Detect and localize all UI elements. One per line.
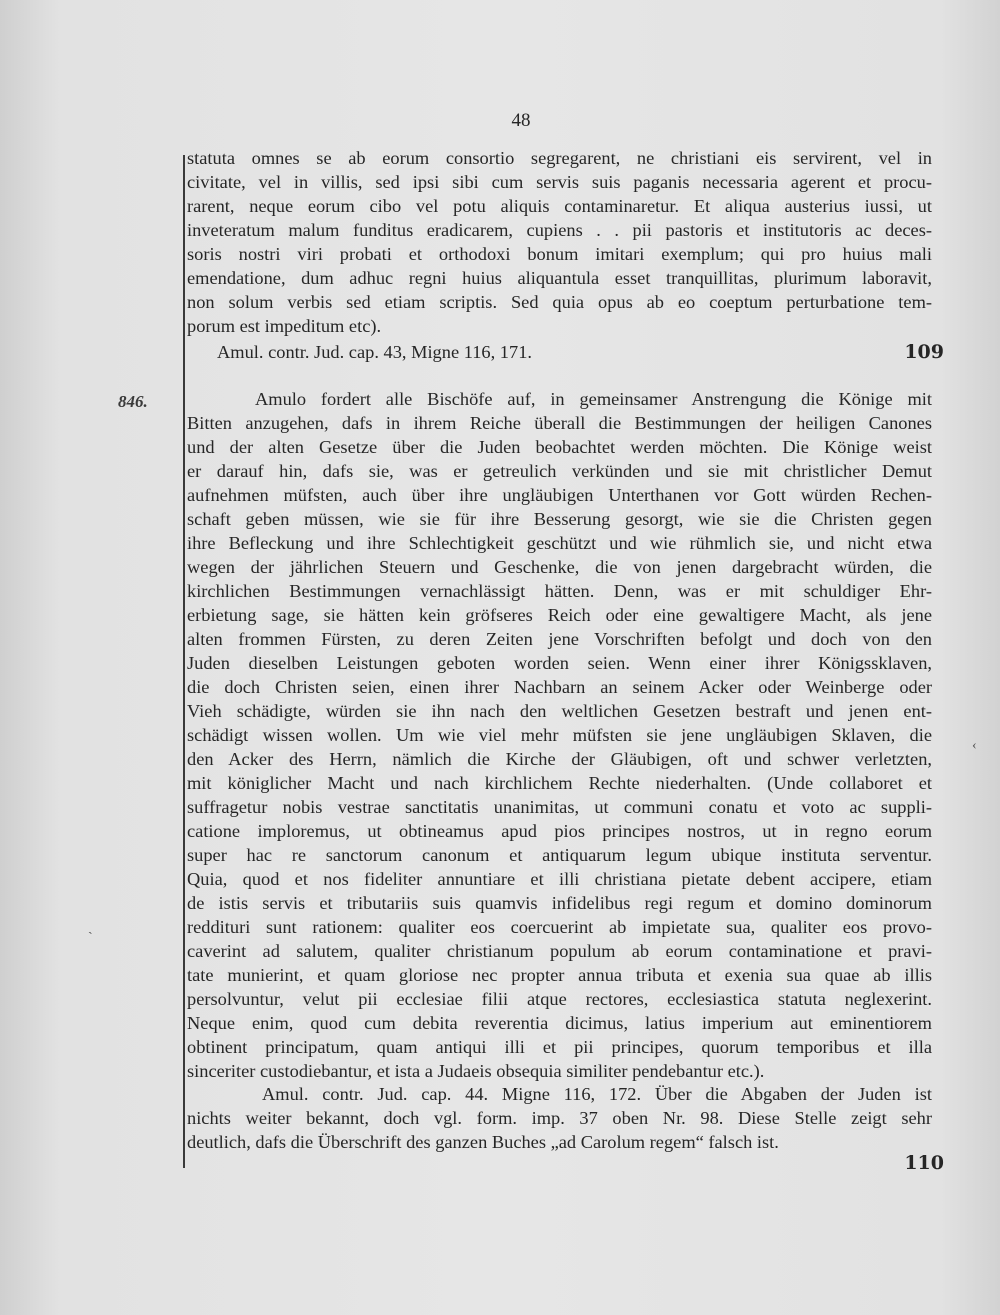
ref-number-109: 109	[904, 341, 944, 363]
text-line: Juden dieselben Leistungen geboten worden seien. Wenn einer ihrer Königssklaven,	[187, 653, 932, 673]
text-line: civitate, vel in villis, sed ipsi sibi cum servis suis paganis necessaria agerent et procu-	[187, 172, 932, 192]
text-line: Bitten anzugehen, dafs in ihrem Reiche überall die Bestimmungen der heiligen Canones	[187, 413, 932, 433]
text-line: porum est impeditum etc).	[187, 316, 382, 336]
text-line: catione imploremus, ut obtineamus apud pios principes nostros, ut in regno eorum	[187, 821, 932, 841]
text-line: statuta omnes se ab eorum consortio segregarent, ne christiani eis servirent, vel in	[187, 148, 932, 168]
margin-year: 846.	[118, 392, 148, 411]
stray-pen-mark: ‹	[972, 738, 977, 753]
text-line: und der alten Gesetze über die Juden beobachtet werden möchten. Die Könige weist	[187, 437, 932, 457]
text-line: emendatione, dum adhuc regni huius aliquantula esset tranquillitas, plurimum laboravit,	[187, 268, 932, 288]
text-line: tate munierint, et quam gloriose nec propter annua tributa et exenia sua quae ab illis	[187, 965, 932, 985]
text-line: kirchlichen Bestimmungen vernachlässigt hätten. Denn, was er mit schuldiger Ehr-	[187, 581, 932, 601]
page-number: 48	[511, 110, 531, 131]
text-line: persolvuntur, velut pii ecclesiae filii atque rectores, ecclesiastica statuta neglexerint.	[187, 989, 932, 1009]
text-line: die doch Christen seien, einen ihrer Nachbarn an seinem Acker oder Weinberge oder	[187, 677, 932, 697]
text-line: ihre Befleckung und ihre Schlechtigkeit geschützt und wie rühmlich sie, und nicht etwa	[187, 533, 932, 553]
text-line: Amul. contr. Jud. cap. 44. Migne 116, 172. Über die Abgaben der Juden ist	[262, 1084, 932, 1104]
text-line: deutlich, dafs die Überschrift des ganzen Buches „ad Carolum regem“ falsch ist.	[187, 1132, 779, 1152]
text-line: suffragetur nobis vestrae sanctitatis unanimitas, ut communi conatu et voto ac suppli-	[187, 797, 932, 817]
text-line: reddituri sunt rationem: qualiter eos coercuerint ab impietate sua, qualiter eos provo-	[187, 917, 932, 937]
text-line: sinceriter custodiebantur, et ista a Judaeis obsequia similiter pendebantur etc.).	[187, 1061, 765, 1081]
text-line: non solum verbis sed etiam scriptis. Sed quia opus ab eo coeptum perturbatione tem-	[187, 292, 932, 312]
text-line: super hac re sanctorum canonum et antiquarum legum ubique instituta serventur.	[187, 845, 932, 865]
text-line: obtinent principatum, quam antiqui illi et pii principes, quorum temporibus et illa	[187, 1037, 932, 1057]
text-line: mit königlicher Macht und nach kirchlichem Rechte niederhalten. (Unde collaboret et	[187, 773, 932, 793]
text-line: schädigt wissen wollen. Um wie viel mehr müfsten sie jene ungläubigen Sklaven, die	[187, 725, 932, 745]
text-line: er darauf hin, dafs sie, was er getreulich verkünden und sie mit christlicher Demut	[187, 461, 932, 481]
ref-number-110: 110	[904, 1152, 944, 1174]
text-line: caverint ad salutem, qualiter christianum populum ab eorum contaminatione et pravi-	[187, 941, 932, 961]
text-line: de istis servis et tributariis suis quamvis infidelibus regi regum et domino dominorum	[187, 893, 932, 913]
text-line: alten frommen Fürsten, zu deren Zeiten jene Vorschriften befolgt und doch von den	[187, 629, 932, 649]
text-line: Vieh schädigte, würden sie ihn nach den weltlichen Gesetzen bestraft und jenen ent-	[187, 701, 932, 721]
text-line: erbietung sage, sie hätten kein gröfseres Reich oder eine gewaltigere Macht, als jene	[187, 605, 932, 625]
text-line: Quia, quod et nos fideliter annuntiare et illi christiana pietate debent accipere, etiam	[187, 869, 932, 889]
text-line: nichts weiter bekannt, doch vgl. form. imp. 37 oben Nr. 98. Diese Stelle zeigt sehr	[187, 1108, 932, 1128]
text-line: schaft geben müssen, wie sie für ihre Besserung gesorgt, wie sie die Christen gegen	[187, 509, 932, 529]
margin-rule	[183, 155, 185, 1168]
text-line: soris nostri viri probati et orthodoxi bonum imitari exemplum; qui pro huius mali	[187, 244, 932, 264]
text-line: inveteratum malum funditus eradicarem, cupiens . . pii pastoris et institutoris ac deces-	[187, 220, 932, 240]
text-line: Amulo fordert alle Bischöfe auf, in gemeinsamer Anstrengung die Könige mit	[255, 389, 932, 409]
text-line: Neque enim, quod cum debita reverentia dicimus, latius imperium aut eminentiorem	[187, 1013, 932, 1033]
text-line: den Acker des Herrn, nämlich die Kirche der Gläubigen, oft und schwer verletzten,	[187, 749, 932, 769]
text-line: aufnehmen müfsten, auch über ihre ungläubigen Unterthanen vor Gott würden Rechen-	[187, 485, 932, 505]
stray-pen-mark: ˏ	[88, 920, 93, 935]
text-line: wegen der jährlichen Steuern und Geschenke, die von jenen dargebracht würden, die	[187, 557, 932, 577]
citation-1: Amul. contr. Jud. cap. 43, Migne 116, 171.	[217, 342, 532, 362]
text-line: rarent, neque eorum cibo vel potu aliquis contaminaretur. Et aliqua austerius iussi, ut	[187, 196, 932, 216]
